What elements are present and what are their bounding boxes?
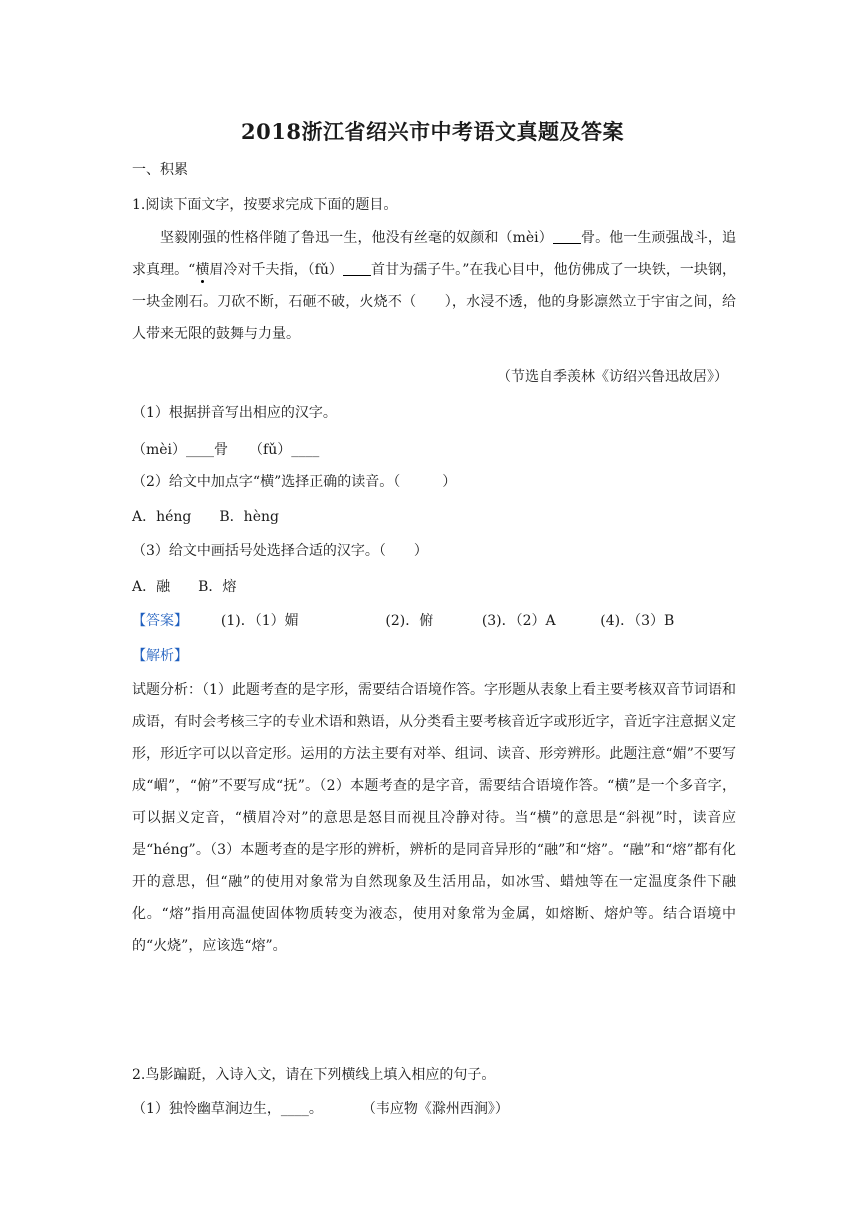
passage-text: 首甘为孺子牛。”在我心目中，他仿佛成了一块铁，一块钢，一块金刚石。刀砍不断，石砸不破，火烧不（ ），水浸不透，他的身影凛然立于宇宙之间，给人带来无限的鼓舞与力量。 — [132, 262, 736, 342]
page-title: 2018浙江省绍兴市中考语文真题及答案 — [241, 119, 624, 144]
poem-source: （韦应物《滁州西涧》） — [361, 1101, 509, 1117]
passage-text: 眉冷对千夫指，（fǔ） — [209, 262, 343, 278]
answer-item: (1)．（1）媚 — [220, 613, 299, 629]
answer-item: (4)．（3）B — [600, 613, 675, 629]
sub-question-1: （1）根据拼音写出相应的汉字。 — [132, 405, 337, 421]
sub-question-2-options: A．héng B．hèng — [132, 509, 279, 525]
question-2-prompt: 2.鸟影蹁跹，入诗入文，请在下列横线上填入相应的句子。 — [132, 1067, 496, 1083]
answer-row — [132, 611, 674, 631]
passage-text: 骨。他一生顽强战斗，追求真理。“ — [132, 230, 737, 278]
section-heading: 一、积累 — [132, 162, 188, 178]
question-2-sub-1 — [132, 1099, 509, 1119]
answer-item: (3)．（2）A — [481, 613, 556, 629]
answer-label: 【答案】 — [132, 613, 188, 629]
passage-text: 坚毅刚强的性格伴随了鲁迅一生，他没有丝毫的奴颜和（mèi） — [160, 230, 553, 246]
answer-item: (2)．俯 — [385, 613, 434, 629]
emphasis-dot-char: 横 — [195, 262, 210, 278]
blank-line — [343, 261, 371, 276]
sub-question-3: （3）给文中画括号处选择合适的汉字。（ ） — [132, 543, 428, 559]
sub-question-1-blanks: （mèi）____骨 （fǔ）____ — [132, 442, 320, 458]
reading-passage — [132, 222, 736, 350]
analysis-label: 【解析】 — [132, 648, 188, 664]
poem-blank-line: （1）独怜幽草涧边生，____。 — [132, 1101, 323, 1117]
sub-question-2: （2）给文中加点字“横”选择正确的读音。（ ） — [132, 474, 457, 490]
blank-line — [553, 229, 581, 244]
sub-question-3-options: A．融 B．熔 — [132, 579, 237, 595]
passage-source: （节选自季羡林《访绍兴鲁迅故居》） — [497, 369, 728, 385]
question-1-prompt: 1.阅读下面文字，按要求完成下面的题目。 — [132, 197, 398, 213]
analysis-text: 试题分析：（1）此题考查的是字形，需要结合语境作答。字形题从表象上看主要考核双音节词语和成语，有时会考核三字的专业术语和熟语，从分类看主要考核音近字或形近字，音近字注意据义定形，形近字可以以音定形。运用的方法主要有对举、组词、读音、形旁辨形。此题注意“媚”不要写成“嵋”，“俯”不要写成“抚”。（2）本题考查的是字音，需要结合语境作答。“横”是一个多音字，可以据义定音，“横眉冷对”的意思是怒目而视且冷静对待。当“横”的意思是“斜视”时，读音应是“héng”。（3）本题考查的是字形的辨析，辨析的是同音异形的“融”和“熔”。“融”和“熔”都有化开的意思，但“融”的使用对象常为自然现象及生活用品，如冰雪、蜡烛等在一定温度条件下融化。“熔”指用高温使固体物质转变为液态，使用对象常为金属，如熔断、熔炉等。结合语境中的“火烧”，应该选“熔”。 — [132, 682, 736, 954]
